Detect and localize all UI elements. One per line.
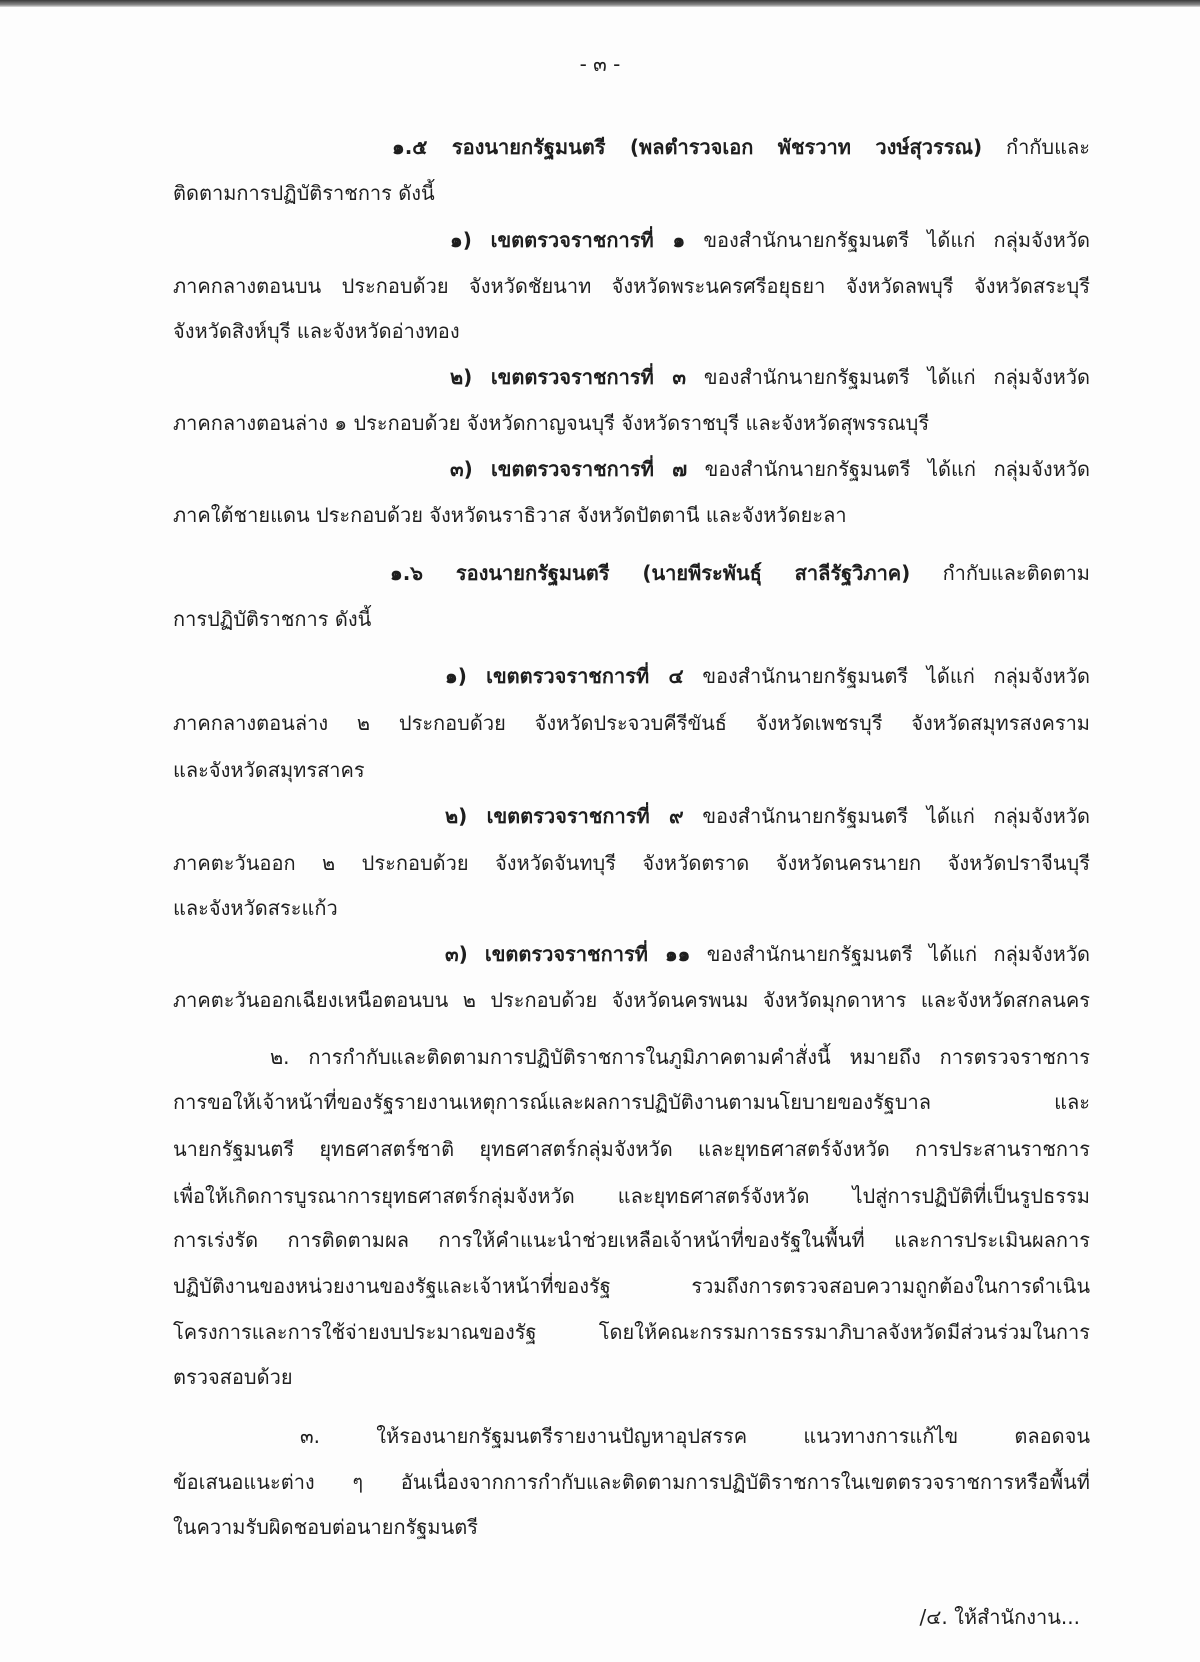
document-line bbox=[173, 985, 1090, 1015]
document-line bbox=[173, 500, 1090, 530]
document-line bbox=[173, 1134, 1090, 1164]
document-line bbox=[173, 604, 1090, 634]
body-text: การปฏิบัติราชการ ดังนี้ bbox=[173, 607, 372, 631]
body-text: ข้อเสนอแนะต่าง ๆ อันเนื่องจากการกำกับและติดตามการปฏิบัติราชการในเขตตรวจราชการหรือพื้นที่ bbox=[173, 1470, 1090, 1494]
body-text: โครงการและการใช้จ่ายงบประมาณของรัฐ โดยให้คณะกรรมการธรรมาภิบาลจังหวัดมีส่วนร่วมในการ bbox=[173, 1320, 1090, 1344]
body-text: และจังหวัดสระแก้ว bbox=[173, 896, 338, 920]
bold-heading-text: ๒) เขตตรวจราชการที่ ๙ bbox=[445, 804, 684, 828]
body-text: ในความรับผิดชอบต่อนายกรัฐมนตรี bbox=[173, 1515, 478, 1539]
body-text: จังหวัดสิงห์บุรี และจังหวัดอ่างทอง bbox=[173, 319, 460, 343]
document-line bbox=[173, 178, 1090, 208]
document-line bbox=[173, 1271, 1090, 1301]
body-text: ภาคกลางตอนบน ประกอบด้วย จังหวัดชัยนาท จังหวัดพระนครศรีอยุธยา จังหวัดลพบุรี จังหวัดสระบุรี bbox=[173, 274, 1090, 298]
document-line bbox=[173, 1467, 1090, 1497]
document-line bbox=[173, 1512, 1090, 1542]
body-text: การเร่งรัด การติดตามผล การให้คำแนะนำช่วยเหลือเจ้าหน้าที่ของรัฐในพื้นที่ และการประเมินผลการ bbox=[173, 1228, 1090, 1252]
body-text: ภาคใต้ชายแดน ประกอบด้วย จังหวัดนราธิวาส จังหวัดปัตตานี และจังหวัดยะลา bbox=[173, 503, 847, 527]
document-line bbox=[173, 1225, 1090, 1255]
body-text: ของสำนักนายกรัฐมนตรี ได้แก่ กลุ่มจังหวัด bbox=[685, 228, 1090, 252]
document-line bbox=[450, 225, 1090, 255]
document-line bbox=[392, 132, 1090, 162]
document-line bbox=[390, 558, 1090, 588]
body-text: ๓. ให้รองนายกรัฐมนตรีรายงานปัญหาอุปสรรค แนวทางการแก้ไข ตลอดจน bbox=[300, 1424, 1090, 1448]
body-text: ของสำนักนายกรัฐมนตรี ได้แก่ กลุ่มจังหวัด bbox=[686, 365, 1090, 389]
document-line bbox=[173, 316, 1090, 346]
document-line bbox=[173, 1087, 1090, 1117]
document-line bbox=[173, 708, 1090, 738]
body-text: กำกับและ bbox=[982, 135, 1090, 159]
document-line bbox=[173, 271, 1090, 301]
body-text: ภาคกลางตอนล่าง ๒ ประกอบด้วย จังหวัดประจวบคีรีขันธ์ จังหวัดเพชรบุรี จังหวัดสมุทรสงคราม bbox=[173, 711, 1090, 735]
bold-heading-text: ๑) เขตตรวจราชการที่ ๑ bbox=[450, 228, 686, 252]
bold-heading-text: ๓) เขตตรวจราชการที่ ๗ bbox=[450, 457, 688, 481]
page-number: - ๓ - bbox=[579, 52, 621, 76]
body-text: ของสำนักนายกรัฐมนตรี ได้แก่ กลุ่มจังหวัด bbox=[690, 942, 1090, 966]
body-text: ติดตามการปฏิบัติราชการ ดังนี้ bbox=[173, 181, 435, 205]
document-line bbox=[445, 661, 1090, 691]
body-text: ของสำนักนายกรัฐมนตรี ได้แก่ กลุ่มจังหวัด bbox=[683, 804, 1090, 828]
body-text: ของสำนักนายกรัฐมนตรี ได้แก่ กลุ่มจังหวัด bbox=[687, 457, 1091, 481]
document-line bbox=[173, 408, 1090, 438]
body-text: การขอให้เจ้าหน้าที่ของรัฐรายงานเหตุการณ์และผลการปฏิบัติงานตามนโยบายของรัฐบาล และ bbox=[173, 1090, 1090, 1114]
body-text: ภาคตะวันออก ๒ ประกอบด้วย จังหวัดจันทบุรี จังหวัดตราด จังหวัดนครนายก จังหวัดปราจีนบุรี bbox=[173, 851, 1090, 875]
body-text: ภาคกลางตอนล่าง ๑ ประกอบด้วย จังหวัดกาญจนบุรี จังหวัดราชบุรี และจังหวัดสุพรรณบุรี bbox=[173, 411, 930, 435]
document-line bbox=[173, 1317, 1090, 1347]
body-text: ภาคตะวันออกเฉียงเหนือตอนบน ๒ ประกอบด้วย จังหวัดนครพนม จังหวัดมุกดาหาร และจังหวัดสกลนคร bbox=[173, 988, 1090, 1012]
body-text: ของสำนักนายกรัฐมนตรี ได้แก่ กลุ่มจังหวัด bbox=[683, 664, 1090, 688]
document-line bbox=[173, 1362, 1090, 1392]
body-text: และจังหวัดสมุทรสาคร bbox=[173, 758, 365, 782]
document-line bbox=[173, 893, 1090, 923]
document-line bbox=[445, 939, 1090, 969]
bold-heading-text: ๑.๕ รองนายกรัฐมนตรี (พลตำรวจเอก พัชรวาท วงษ์สุวรรณ) bbox=[392, 135, 983, 159]
body-text: ปฏิบัติงานของหน่วยงานของรัฐและเจ้าหน้าที่ของรัฐ รวมถึงการตรวจสอบความถูกต้องในการดำเนิน bbox=[173, 1274, 1090, 1298]
body-text: นายกรัฐมนตรี ยุทธศาสตร์ชาติ ยุทธศาสตร์กลุ่มจังหวัด และยุทธศาสตร์จังหวัด การประสานราชการ bbox=[173, 1137, 1090, 1161]
document-line bbox=[450, 454, 1090, 484]
document-line bbox=[270, 1042, 1090, 1072]
body-text: ตรวจสอบด้วย bbox=[173, 1365, 293, 1389]
document-line bbox=[173, 755, 1090, 785]
document-line bbox=[173, 848, 1090, 878]
body-text: เพื่อให้เกิดการบูรณาการยุทธศาสตร์กลุ่มจังหวัด และยุทธศาสตร์จังหวัด ไปสู่การปฏิบัติที่เป็นรูปธรรม bbox=[173, 1184, 1090, 1208]
document-line bbox=[300, 1421, 1090, 1451]
body-text: กำกับและติดตาม bbox=[910, 561, 1090, 585]
continuation-note: /๔. ให้สำนักงาน... bbox=[919, 1605, 1080, 1629]
bold-heading-text: ๑.๖ รองนายกรัฐมนตรี (นายพีระพันธุ์ สาลีรัฐวิภาค) bbox=[390, 561, 911, 585]
document-line bbox=[173, 1181, 1090, 1211]
bold-heading-text: ๓) เขตตรวจราชการที่ ๑๑ bbox=[445, 942, 691, 966]
bold-heading-text: ๒) เขตตรวจราชการที่ ๓ bbox=[450, 365, 687, 389]
document-line bbox=[445, 801, 1090, 831]
body-text: ๒. การกำกับและติดตามการปฏิบัติราชการในภูมิภาคตามคำสั่งนี้ หมายถึง การตรวจราชการ bbox=[270, 1045, 1090, 1069]
bold-heading-text: ๑) เขตตรวจราชการที่ ๔ bbox=[445, 664, 684, 688]
document-line bbox=[450, 362, 1090, 392]
